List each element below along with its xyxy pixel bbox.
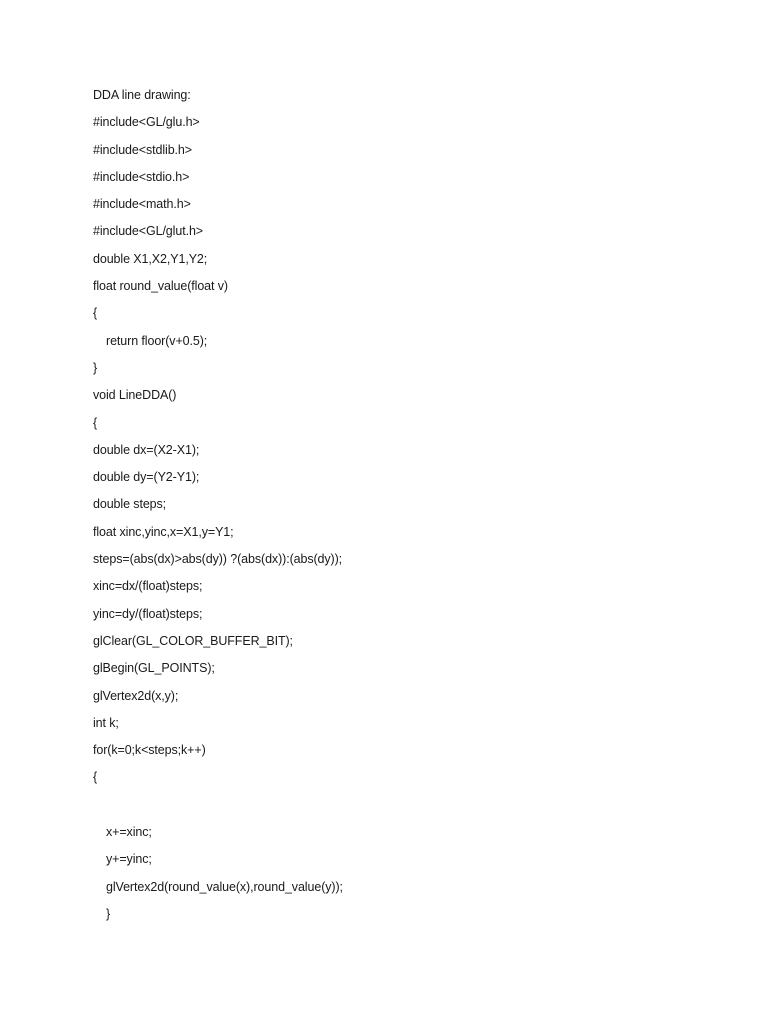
code-line: #include<GL/glu.h> — [93, 115, 200, 130]
code-line: int k; — [93, 715, 119, 730]
code-line: glVertex2d(round_value(x),round_value(y)); — [106, 879, 343, 894]
code-line: glClear(GL_COLOR_BUFFER_BIT); — [93, 633, 293, 648]
code-line: double X1,X2,Y1,Y2; — [93, 251, 208, 266]
code-line: y+=yinc; — [106, 852, 152, 867]
code-line: #include<stdlib.h> — [93, 142, 192, 157]
code-line: #include<stdio.h> — [93, 169, 190, 184]
code-line: { — [93, 415, 98, 430]
code-line: float xinc,yinc,x=X1,y=Y1; — [93, 524, 234, 539]
code-line: double steps; — [93, 497, 167, 512]
code-line: xinc=dx/(float)steps; — [93, 579, 203, 594]
code-line: #include<GL/glut.h> — [93, 224, 203, 239]
code-line: glBegin(GL_POINTS); — [93, 661, 215, 676]
code-line: double dx=(X2-X1); — [93, 442, 200, 457]
code-line: float round_value(float v) — [93, 279, 228, 294]
code-line: for(k=0;k<steps;k++) — [93, 743, 206, 758]
code-line: } — [106, 906, 111, 921]
code-listing — [93, 84, 343, 930]
code-line: x+=xinc; — [106, 825, 152, 840]
code-line: void LineDDA() — [93, 388, 177, 403]
code-line: yinc=dy/(float)steps; — [93, 606, 203, 621]
code-line: glVertex2d(x,y); — [93, 688, 179, 703]
code-line: { — [93, 770, 98, 785]
document-heading: DDA line drawing: — [93, 88, 191, 102]
code-line: } — [93, 360, 98, 375]
code-line: #include<math.h> — [93, 197, 191, 212]
code-line: double dy=(Y2-Y1); — [93, 470, 200, 485]
code-line: { — [93, 306, 98, 321]
code-line: steps=(abs(dx)>abs(dy)) ?(abs(dx)):(abs(dy)); — [93, 552, 343, 567]
code-line: return floor(v+0.5); — [106, 333, 208, 348]
code-line — [93, 794, 343, 821]
